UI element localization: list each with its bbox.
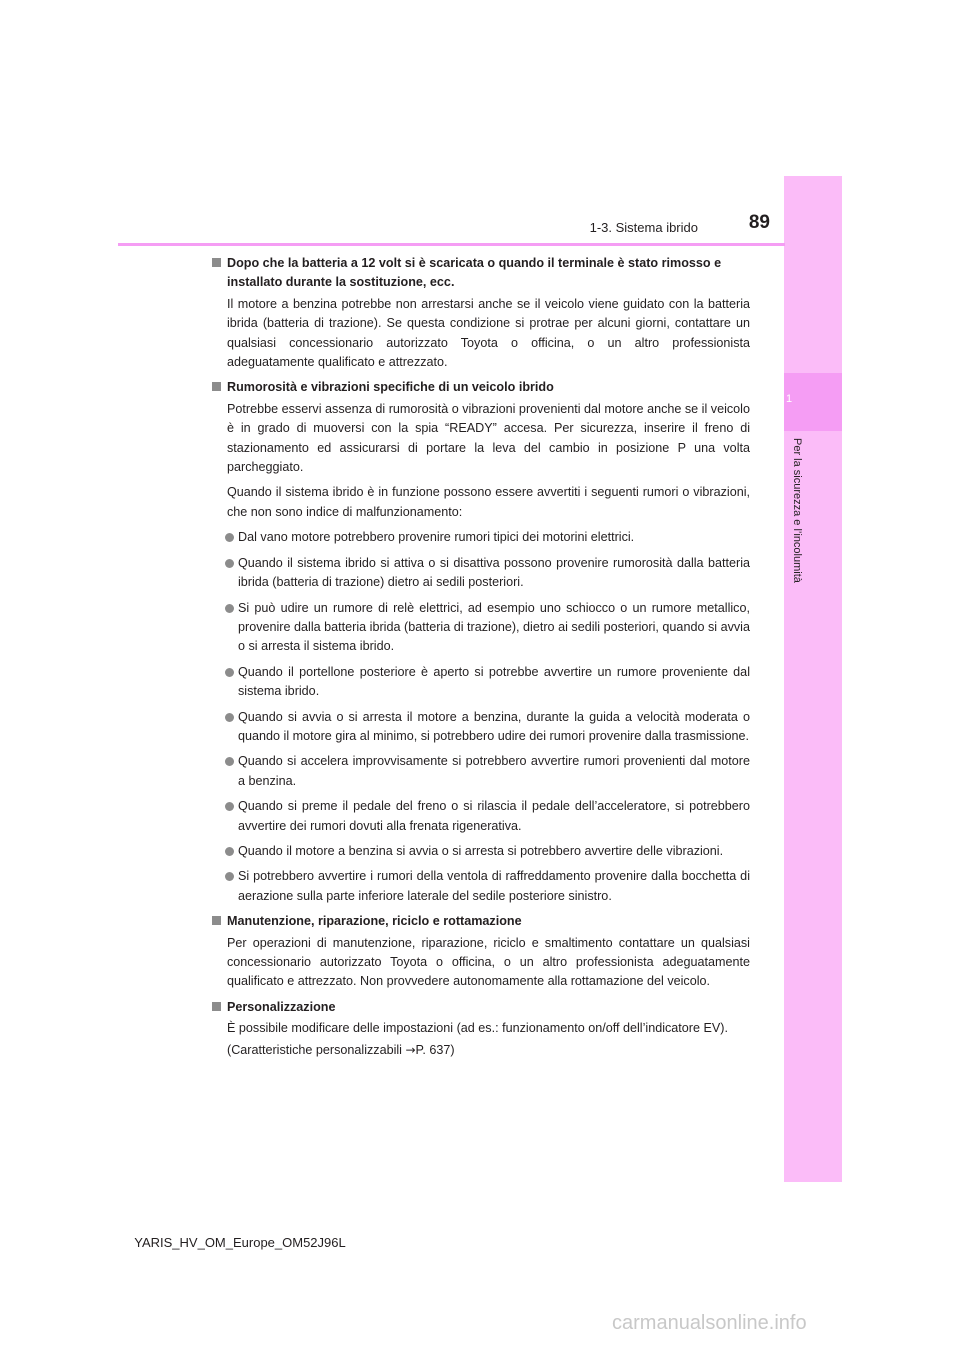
paragraph: È possibile modificare delle impostazioni (ad es.: funzionamento on/off dell’indicatore EV). [227, 1021, 728, 1036]
list-item-text: Si potrebbero avvertire i rumori della ventola di raffreddamento provenire dalla bocchetta di aerazione sulla parte inferiore laterale del sedile posteriore sinistro. [238, 869, 750, 903]
square-bullet-icon [212, 382, 221, 391]
circle-bullet-icon [225, 668, 234, 677]
section-heading [212, 254, 750, 293]
section-personalization [212, 998, 750, 1060]
list-item-text: Quando il motore a benzina si avvia o si arresta si potrebbero avvertire delle vibrazioni. [238, 843, 724, 858]
list-item [212, 663, 750, 702]
circle-bullet-icon [225, 847, 234, 856]
section-battery-12v [212, 254, 750, 372]
circle-bullet-icon [225, 872, 234, 881]
reference-link[interactable]: P. 637) [415, 1042, 455, 1057]
page-reference [212, 1041, 750, 1060]
list-item-text: Quando si preme il pedale del freno o si rilascia il pedale dell’acceleratore, si potrebbero avvertire dei rumori dovuti alla frenata rigenerativa. [238, 799, 750, 833]
watermark: carmanualsonline.info [612, 1312, 807, 1334]
list-item-text: Quando si avvia o si arresta il motore a benzina, durante la guida a velocità moderata o quando il motore gira al minimo, si potrebbero udire dei rumori provenire dalla trasmissione. [238, 709, 750, 743]
square-bullet-icon [212, 258, 221, 267]
list-item-text: Quando il portellone posteriore è aperto si potrebbe avvertire un rumore proveniente dal sistema ibrido. [238, 664, 750, 699]
circle-bullet-icon [225, 802, 234, 811]
page-content [212, 254, 750, 1066]
list-item [212, 797, 750, 836]
section-heading [212, 912, 750, 931]
chapter-title: Per la sicurezza e l’incolumità [791, 438, 803, 583]
section-maintenance [212, 912, 750, 992]
section-noise-vibration [212, 378, 750, 906]
list-item-text: Dal vano motore potrebbero provenire rumori tipici dei motorini elettrici. [238, 530, 635, 545]
document-code: YARIS_HV_OM_Europe_OM52J96L [134, 1235, 346, 1250]
section-heading [212, 378, 750, 397]
paragraph: Il motore a benzina potrebbe non arrestarsi anche se il veicolo viene guidato con la batteria ibrida (batteria di trazione). Se questa condizione si protrae per alcuni giorni, contattare un qualsiasi concessionario autorizzato Toyota o officina, o un altro professionista adeguatamente qualificato e attrezzato. [227, 296, 750, 370]
section-heading-text: Rumorosità e vibrazioni specifiche di un veicolo ibrido [227, 380, 554, 395]
list-item [212, 708, 750, 747]
list-item-text: Si può udire un rumore di relè elettrici, ad esempio uno schiocco o un rumore metallico, provenire dalla batteria ibrida (batteria di trazione), dietro ai sedili posteriori, quando si avvia o si arresta il sistema ibrido. [238, 600, 750, 654]
paragraph: Quando il sistema ibrido è in funzione possono essere avvertiti i seguenti rumori o vibrazioni, che non sono indice di malfunzionamento: [227, 485, 750, 519]
circle-bullet-icon [225, 713, 234, 722]
reference-prefix: (Caratteristiche personalizzabili [227, 1042, 406, 1057]
list-item [212, 752, 750, 791]
list-item [212, 842, 750, 861]
list-item [212, 599, 750, 657]
paragraph: Per operazioni di manutenzione, riparazione, riciclo e smaltimento contattare un qualsiasi concessionario autorizzato Toyota o officina, o un altro professionista adeguatamente qualificato e attrezzato. Non provvedere autonomamente alla rottamazione del veicolo. [227, 935, 750, 989]
section-title: 1-3. Sistema ibrido [589, 220, 698, 235]
page-number: 89 [748, 212, 770, 233]
list-item [212, 528, 750, 547]
list-item [212, 867, 750, 906]
square-bullet-icon [212, 1002, 221, 1011]
chapter-number: 1 [785, 393, 793, 405]
section-heading [212, 998, 750, 1017]
section-heading-text: Personalizzazione [227, 999, 336, 1014]
section-heading-text: Dopo che la batteria a 12 volt si è scaricata o quando il terminale è stato rimosso e installato durante la sostituzione, ecc. [227, 256, 722, 290]
list-item-text: Quando il sistema ibrido si attiva o si disattiva possono provenire rumorosità dalla batteria ibrida (batteria di trazione) dietro ai sedili posteriori. [238, 555, 750, 590]
circle-bullet-icon [225, 604, 234, 613]
circle-bullet-icon [225, 533, 234, 542]
header-rule [118, 243, 785, 246]
arrow-right-icon: → [405, 1042, 416, 1057]
list-item-text: Quando si accelera improvvisamente si potrebbero avvertire rumori provenienti dal motore a benzina. [238, 754, 750, 788]
section-heading-text: Manutenzione, riparazione, riciclo e rottamazione [227, 914, 522, 929]
list-item [212, 554, 750, 593]
paragraph: Potrebbe esservi assenza di rumorosità o vibrazioni provenienti dal motore anche se il veicolo è in grado di muoversi con la spia “READY” accesa. Per sicurezza, inserire il freno di stazionamento ed assicurarsi di portare la leva del cambio in posizione P una volta parcheggiato. [227, 401, 750, 475]
circle-bullet-icon [225, 757, 234, 766]
chapter-side-tab [784, 176, 842, 1182]
circle-bullet-icon [225, 559, 234, 568]
square-bullet-icon [212, 916, 221, 925]
